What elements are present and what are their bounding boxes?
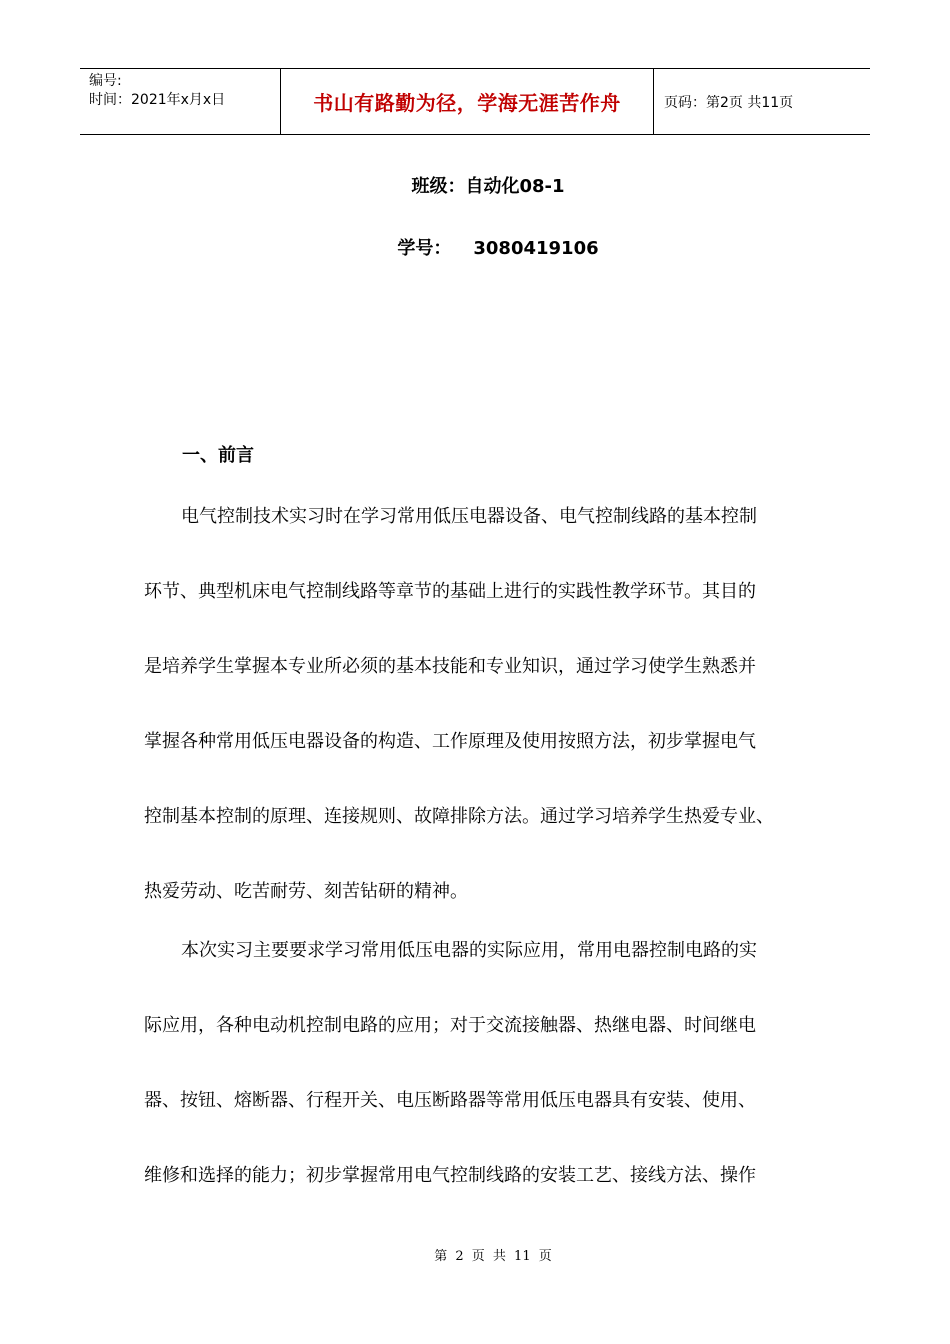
paragraph-line: 环节、典型机床电气控制线路等章节的基础上进行的实践性教学环节。其目的: [144, 581, 756, 602]
paragraph-line: 电气控制技术实习时在学习常用低压电器设备、电气控制线路的基本控制: [181, 506, 757, 527]
student-id-line: [23, 234, 950, 260]
header-motto-cell: [281, 69, 654, 134]
paragraph-line: 器、按钮、熔断器、行程开关、电压断路器等常用低压电器具有安装、使用、: [144, 1090, 756, 1111]
header-motto: 书山有路勤为径，学海无涯苦作舟: [313, 91, 621, 115]
document-header: [80, 68, 870, 135]
header-page-info: 页码：第2页 共11页: [664, 94, 794, 111]
page-footer: 第 2 页 共 11 页: [434, 1249, 552, 1264]
paragraph-preface-1: [144, 479, 834, 929]
paragraph-line: 是培养学生掌握本专业所必须的基本技能和专业知识，通过学习使学生熟悉并: [144, 656, 756, 677]
header-meta: [80, 69, 281, 134]
paragraph-line: 本次实习主要要求学习常用低压电器的实际应用，常用电器控制电路的实: [181, 940, 757, 961]
paragraph-line: 掌握各种常用低压电器设备的构造、工作原理及使用按照方法，初步掌握电气: [144, 731, 756, 752]
paragraph-line: 维修和选择的能力；初步掌握常用电气控制线路的安装工艺、接线方法、操作: [144, 1165, 756, 1186]
header-page-cell: [654, 69, 870, 134]
section-title: 一、前言: [182, 445, 254, 466]
time-label: 时间：2021年x月x日: [89, 92, 226, 108]
paragraph-line: 控制基本控制的原理、连接规则、故障排除方法。通过学习培养学生热爱专业、: [144, 806, 774, 827]
paragraph-line: 热爱劳动、吃苦耐劳、刻苦钻研的精神。: [144, 881, 468, 902]
class-line: 班级：自动化08-1: [411, 176, 565, 197]
number-label: 编号:: [89, 73, 122, 89]
student-id-value: 3080419106: [473, 238, 599, 259]
student-id-label: 学号：: [397, 238, 452, 259]
paragraph-preface-2: [144, 913, 834, 1213]
paragraph-line: 际应用，各种电动机控制电路的应用；对于交流接触器、热继电器、时间继电: [144, 1015, 756, 1036]
